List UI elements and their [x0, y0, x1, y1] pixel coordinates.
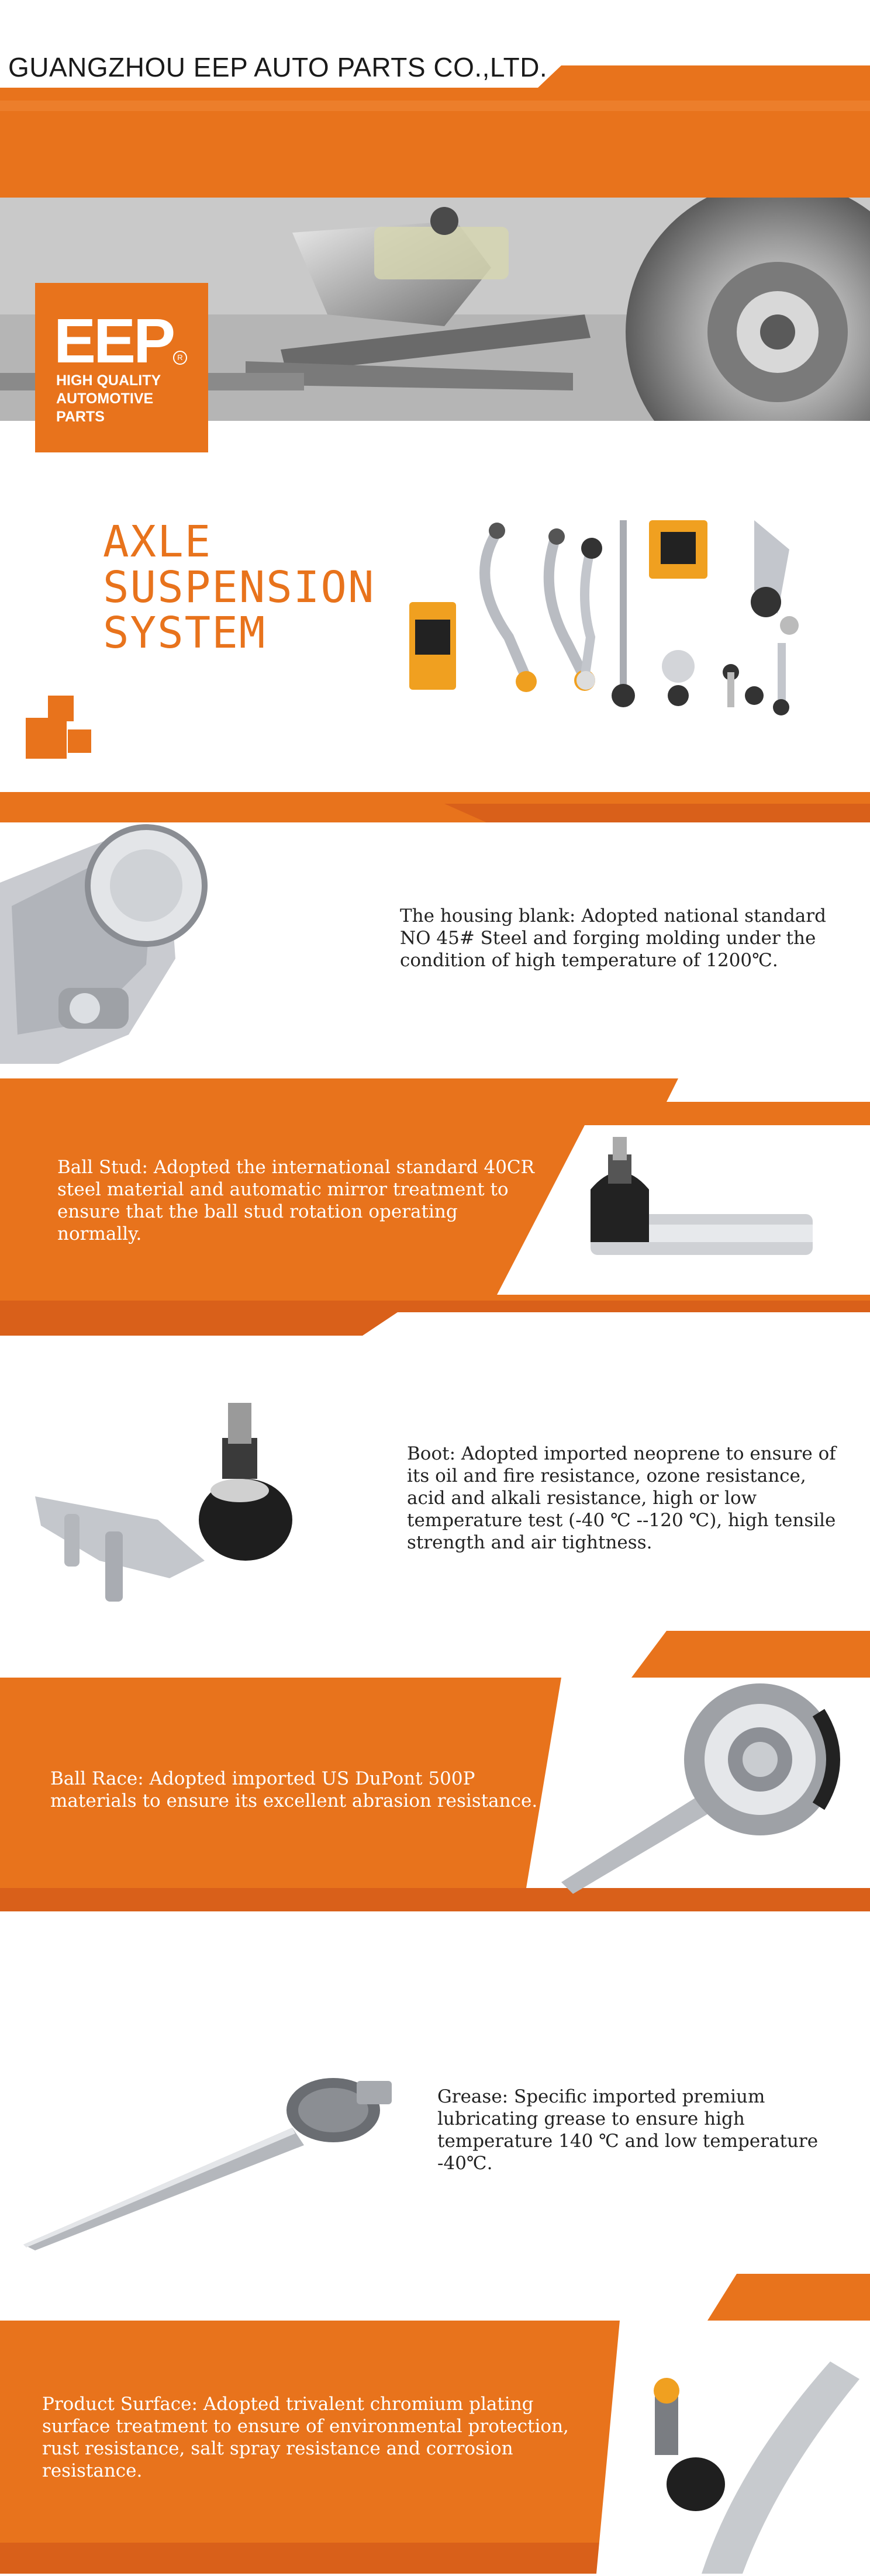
- feature-grease-image: [23, 2058, 398, 2250]
- feature-ballstud-text: Ball Stud: Adopted the international standard 40CR steel material and automatic mirror treatment to ensure that the ball stud rotation operating normally.: [57, 1157, 534, 1244]
- feature-housing-text: The housing blank: Adopted national standard NO 45# Steel and forging molding under the condition of high temperature of 1200℃.: [400, 905, 826, 971]
- feature-housing-image: [0, 812, 222, 1064]
- logo-tagline: HIGH QUALITY AUTOMOTIVE PARTS: [56, 372, 161, 425]
- eep-logo-mark: EEP: [54, 305, 174, 376]
- company-name: GUANGZHOU EEP AUTO PARTS CO.,LTD.: [8, 52, 548, 82]
- feature-boot-image: [29, 1385, 304, 1619]
- feature-boot-text: Boot: Adopted imported neoprene to ensure of its oil and fire resistance, ozone resistance, acid and alkali resistance, high or low temperature test (-40 ℃ --120 ℃), high tensile strength and air tightness.: [407, 1443, 836, 1553]
- section-title: AXLE SUSPENSION SYSTEM: [103, 517, 375, 658]
- header-shapes: [0, 0, 870, 198]
- registered-mark: R: [173, 351, 187, 365]
- decorative-squares: [26, 696, 96, 766]
- header-band: [0, 0, 870, 198]
- feature-grease-text: Grease: Specific imported premium lubricating grease to ensure high temperature 140 ℃ and low temperature -40℃.: [437, 2086, 819, 2174]
- feature-surface-text: Product Surface: Adopted trivalent chromium plating surface treatment to ensure of environmental protection, rust resistance, salt spray resistance and corrosion resistance.: [42, 2394, 569, 2481]
- feature-ballrace-text: Ball Race: Adopted imported US DuPont 500P materials to ensure its excellent abrasion resistance.: [50, 1768, 538, 1811]
- product-lineup-image: [403, 485, 848, 731]
